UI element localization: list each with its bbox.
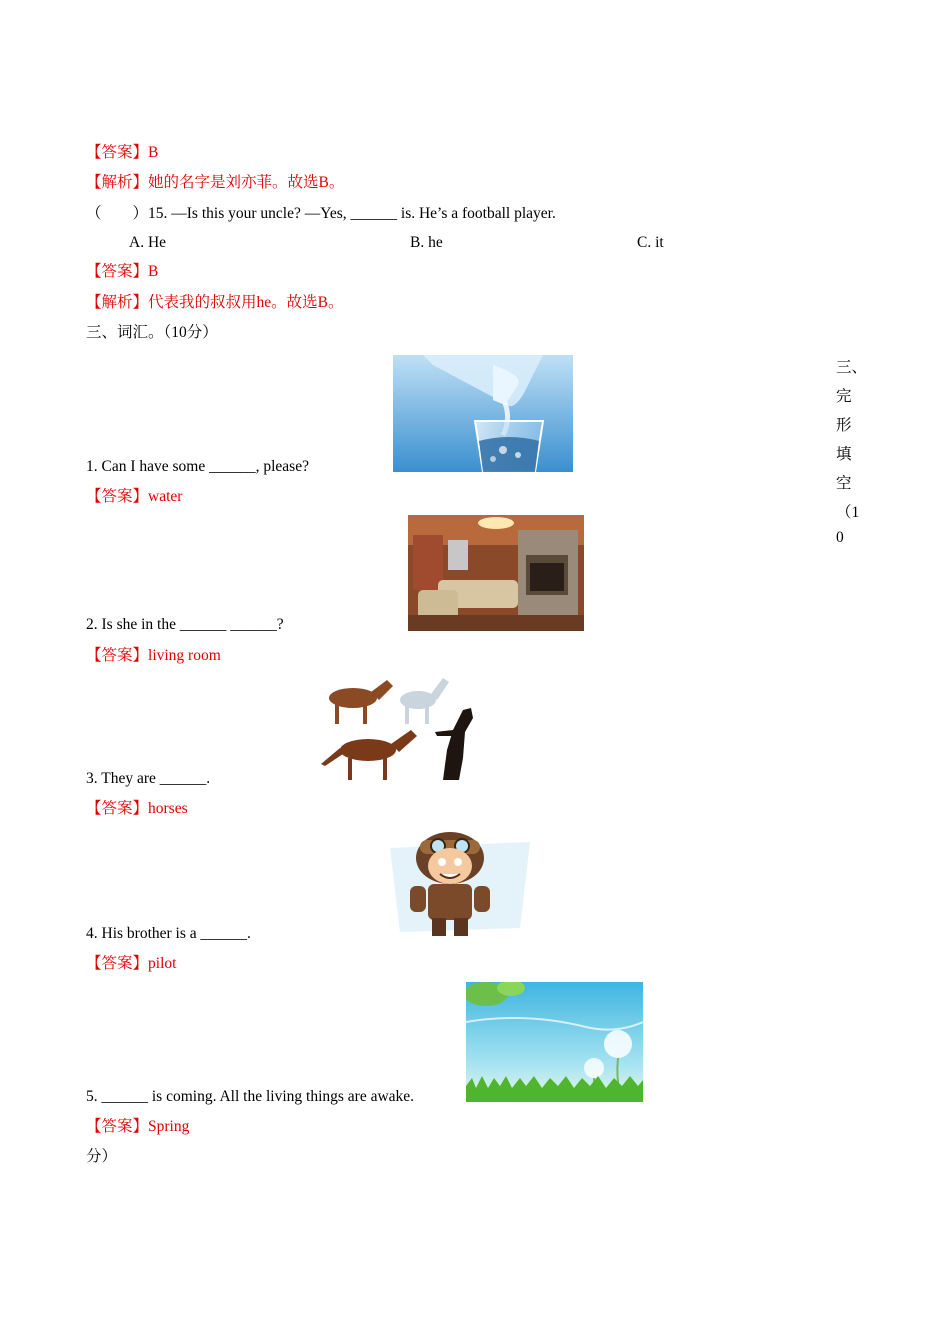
vocab-3-question: 3. They are ______. [86, 770, 211, 787]
vocab-5-answer: 【答案】Spring [86, 1118, 190, 1135]
vocab-2-answer: 【答案】living room [86, 647, 221, 664]
section-title: 三、词汇。（10分） [86, 324, 218, 341]
pilot-image [380, 828, 546, 940]
q15-option-b: B. he [410, 234, 443, 251]
spring-image [466, 982, 643, 1102]
q15-option-c: C. it [637, 234, 664, 251]
vocab-4-answer: 【答案】pilot [86, 955, 177, 972]
side-heading: 三、 完 形 填 空 （1 0 [836, 359, 868, 546]
vocab-2-question: 2. Is she in the ______ ______? [86, 616, 284, 633]
vocab-3-answer: 【答案】horses [86, 800, 188, 817]
living-room-image [408, 515, 584, 631]
q15-analysis: 【解析】代表我的叔叔用he。故选B。 [86, 294, 344, 311]
water-pouring-image [393, 355, 573, 472]
trailing-text: 分） [86, 1148, 118, 1165]
vocab-1-answer: 【答案】water [86, 488, 183, 505]
q15-answer: 【答案】B [86, 263, 159, 280]
vocab-4-question: 4. His brother is a ______. [86, 925, 251, 942]
q14-analysis: 【解析】她的名字是刘亦菲。故选B。 [86, 174, 345, 191]
vocab-5-question: 5. ______ is coming. All the living things are awake. [86, 1088, 415, 1105]
q15-question: （ ）15. —Is this your uncle? —Yes, ______ is. He’s a football player. [86, 205, 556, 222]
q14-answer: 【答案】B [86, 144, 159, 161]
q15-option-a: A. He [129, 234, 167, 251]
horses-image [313, 670, 489, 786]
vocab-1-question: 1. Can I have some ______, please? [86, 458, 309, 475]
